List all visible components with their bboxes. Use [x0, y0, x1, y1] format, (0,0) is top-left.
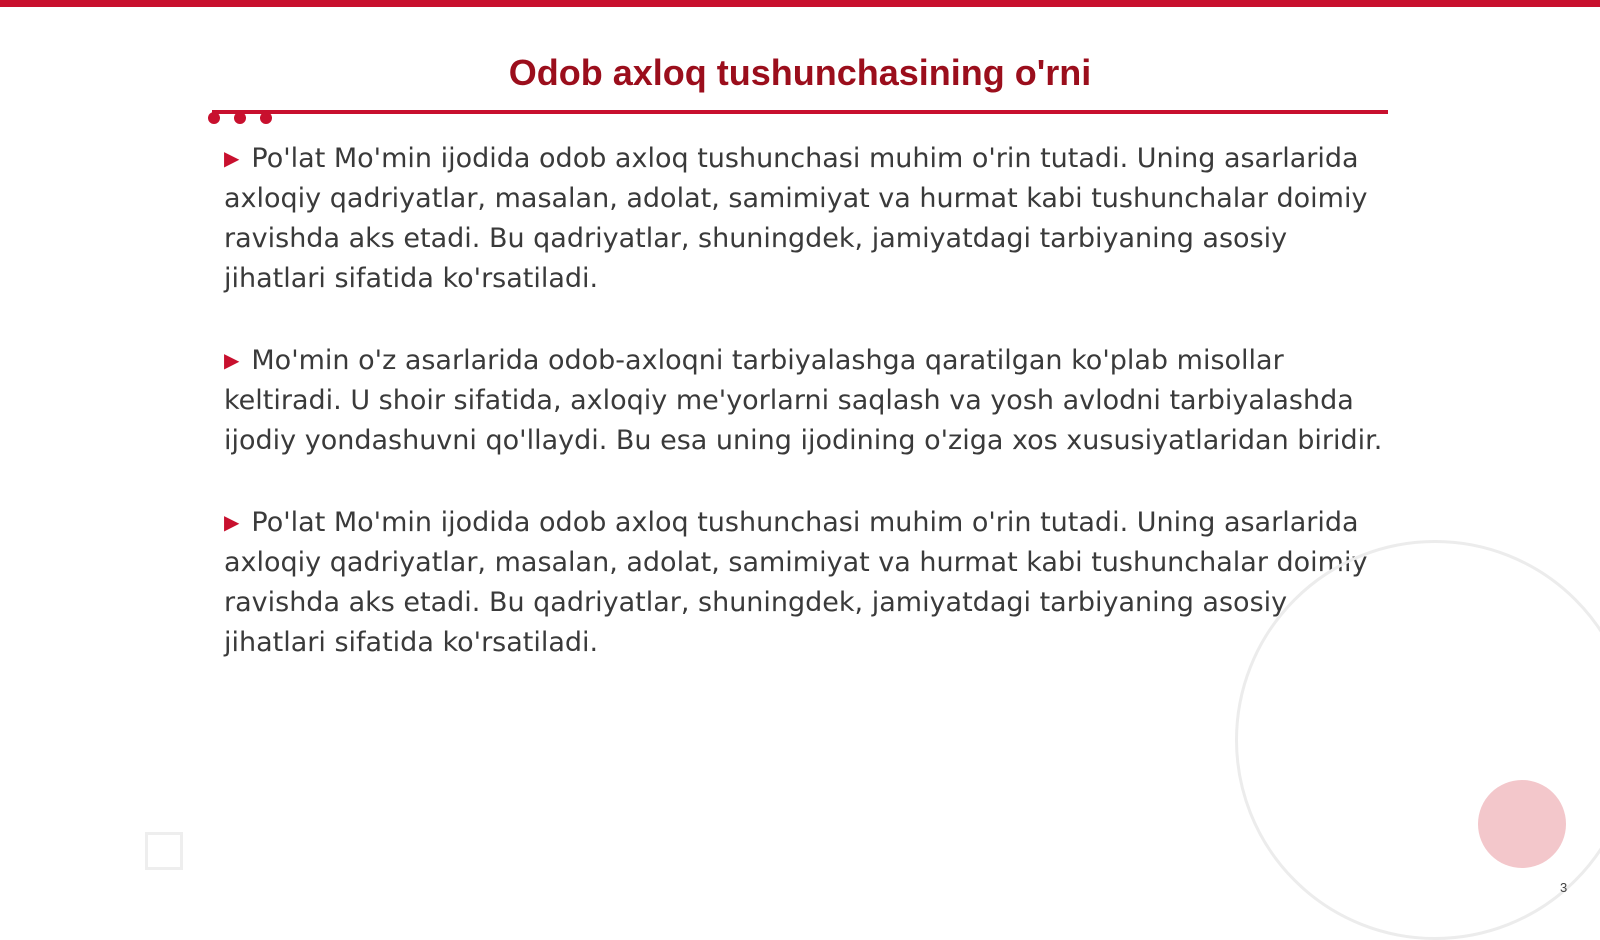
triangle-bullet-icon: ▶ [224, 146, 240, 170]
decorative-circle [1478, 780, 1566, 868]
slide-title: Odob axloq tushunchasining o'rni [508, 52, 1092, 93]
page-number: 3 [1560, 880, 1568, 895]
title-underline [212, 110, 1388, 114]
bullet-paragraph [224, 502, 1384, 663]
decorative-square [145, 832, 183, 870]
triangle-bullet-icon: ▶ [224, 510, 240, 534]
decorative-dot [234, 112, 246, 124]
triangle-bullet-icon: ▶ [224, 348, 240, 372]
decorative-dot [208, 112, 220, 124]
bullet-text: Mo'min o'z asarlarida odob-axloqni tarbiyalashga qaratilgan ko'plab misollar keltiradi. U shoir sifatida, axloqiy me'yorlarni saqlash va yosh avlodni tarbiyalashda ijodiy yondashuvni qo'llaydi. Bu esa uning ijodining o'ziga xos xususiyatlaridan biridir. [224, 345, 1383, 456]
bullet-text: Po'lat Mo'min ijodida odob axloq tushunchasi muhim o'rin tutadi. Uning asarlarida axloqiy qadriyatlar, masalan, adolat, samimiyat va hurmat kabi tushunchalar doimiy ravishda aks etadi. Bu qadriyatlar, shuningdek, jamiyatdagi tarbiyaning asosiy jihatlari sifatida ko'rsatiladi. [224, 143, 1368, 294]
slide-content [224, 138, 1384, 704]
bullet-paragraph [224, 138, 1384, 299]
bullet-paragraph [224, 340, 1384, 461]
decorative-dot [260, 112, 272, 124]
bullet-text: Po'lat Mo'min ijodida odob axloq tushunchasi muhim o'rin tutadi. Uning asarlarida axloqiy qadriyatlar, masalan, adolat, samimiyat va hurmat kabi tushunchalar doimiy ravishda aks etadi. Bu qadriyatlar, shuningdek, jamiyatdagi tarbiyaning asosiy jihatlari sifatida ko'rsatiladi. [224, 507, 1368, 658]
top-accent-bar [0, 0, 1600, 7]
